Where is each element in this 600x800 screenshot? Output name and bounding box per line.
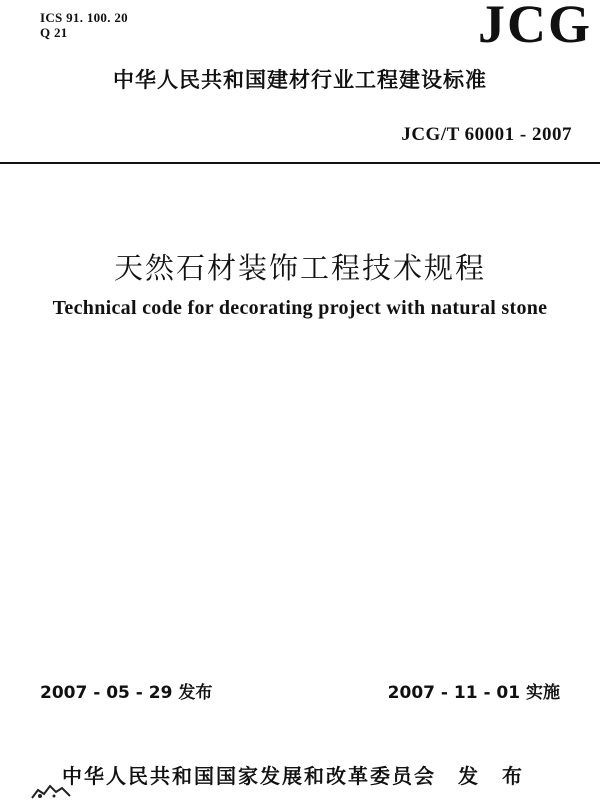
issue-date: 2007 - 05 - 29 发布 [40,683,213,703]
header-divider [0,162,600,164]
document-title-chinese: 天然石材装饰工程技术规程 [113,251,486,285]
ics-code: ICS 91. 100. 20 [40,10,128,25]
standard-category-title: 中华人民共和国建材行业工程建设标准 [113,68,487,92]
document-title-english: Technical code for decorating project with natural stone [52,297,548,319]
implementation-date: 2007 - 11 - 01 实施 [387,683,560,703]
standard-number: JCG/T 60001 - 2007 [401,124,572,145]
classification-codes [40,10,128,40]
q-code: Q 21 [40,25,68,40]
jcg-logo: JCG [478,0,592,54]
issuing-authority: 中华人民共和国国家发展和改革委员会 发 布 [62,764,524,788]
